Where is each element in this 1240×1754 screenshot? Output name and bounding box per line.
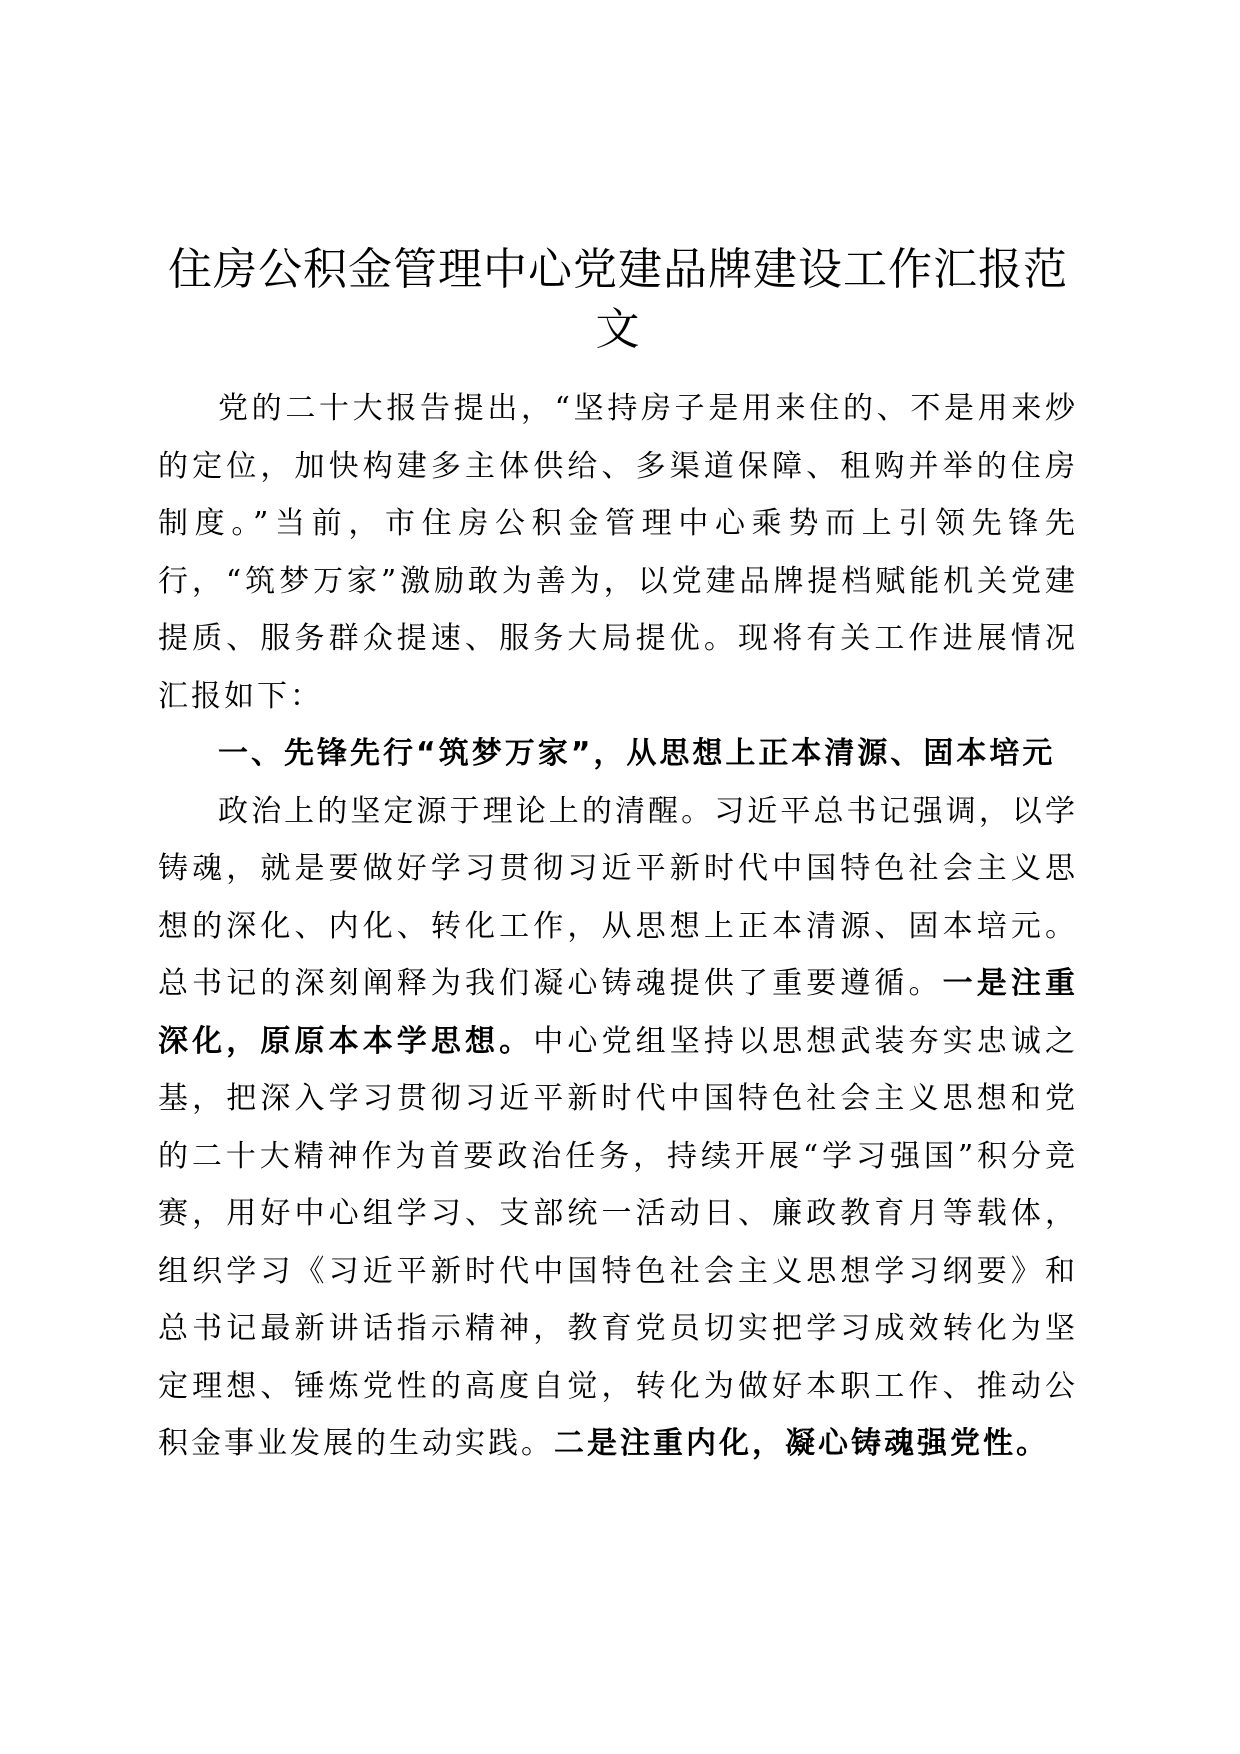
document-body bbox=[158, 240, 1078, 1473]
bold-lead-2: 二是注重内化，凝心铸魂强党性。 bbox=[554, 1426, 1049, 1461]
paragraph-text-2: 中心党组坚持以思想武装夯实忠诚之基，把深入学习贯彻习近平新时代中国特色社会主义思想和党的二十大精神作为首要政治任务，持续开展“学习强国”积分竞赛，用好中心组学习、支部统一活动日、廉政教育月等载体，组织学习《习近平新时代中国特色社会主义思想学习纲要》和总书记最新讲话指示精神，教育党员切实把学习成效转化为坚定理想、锤炼党性的高度自觉，转化为做好本职工作、推动公积金事业发展的生动实践。 bbox=[158, 1023, 1079, 1461]
bold-lead-1: 一是注重深化，原原本本学思想。 bbox=[158, 966, 1079, 1059]
paragraph-text-1: 政治上的坚定源于理论上的清醒。习近平总书记强调，以学铸魂，就是要做好学习贯彻习近平新时代中国特色社会主义思想的深化、内化、转化工作，从思想上正本清源、固本培元。总书记的深刻阐释为我们凝心铸魂提供了重要遵循。 bbox=[158, 793, 1078, 1001]
section-1-paragraph bbox=[158, 783, 1078, 1473]
document-title: 住房公积金管理中心党建品牌建设工作汇报范文 bbox=[168, 244, 1068, 355]
section-heading-1: 一、先锋先行“筑梦万家”，从思想上正本清源、固本培元 bbox=[218, 736, 1056, 771]
intro-paragraph: 党的二十大报告提出，“坚持房子是用来住的、不是用来炒的定位，加快构建多主体供给、多渠道保障、租购并举的住房制度。”当前，市住房公积金管理中心乘势而上引领先锋先行，“筑梦万家”激励敢为善为，以党建品牌提档赋能机关党建提质、服务群众提速、服务大局提优。现将有关工作进展情况汇报如下： bbox=[158, 391, 1078, 714]
